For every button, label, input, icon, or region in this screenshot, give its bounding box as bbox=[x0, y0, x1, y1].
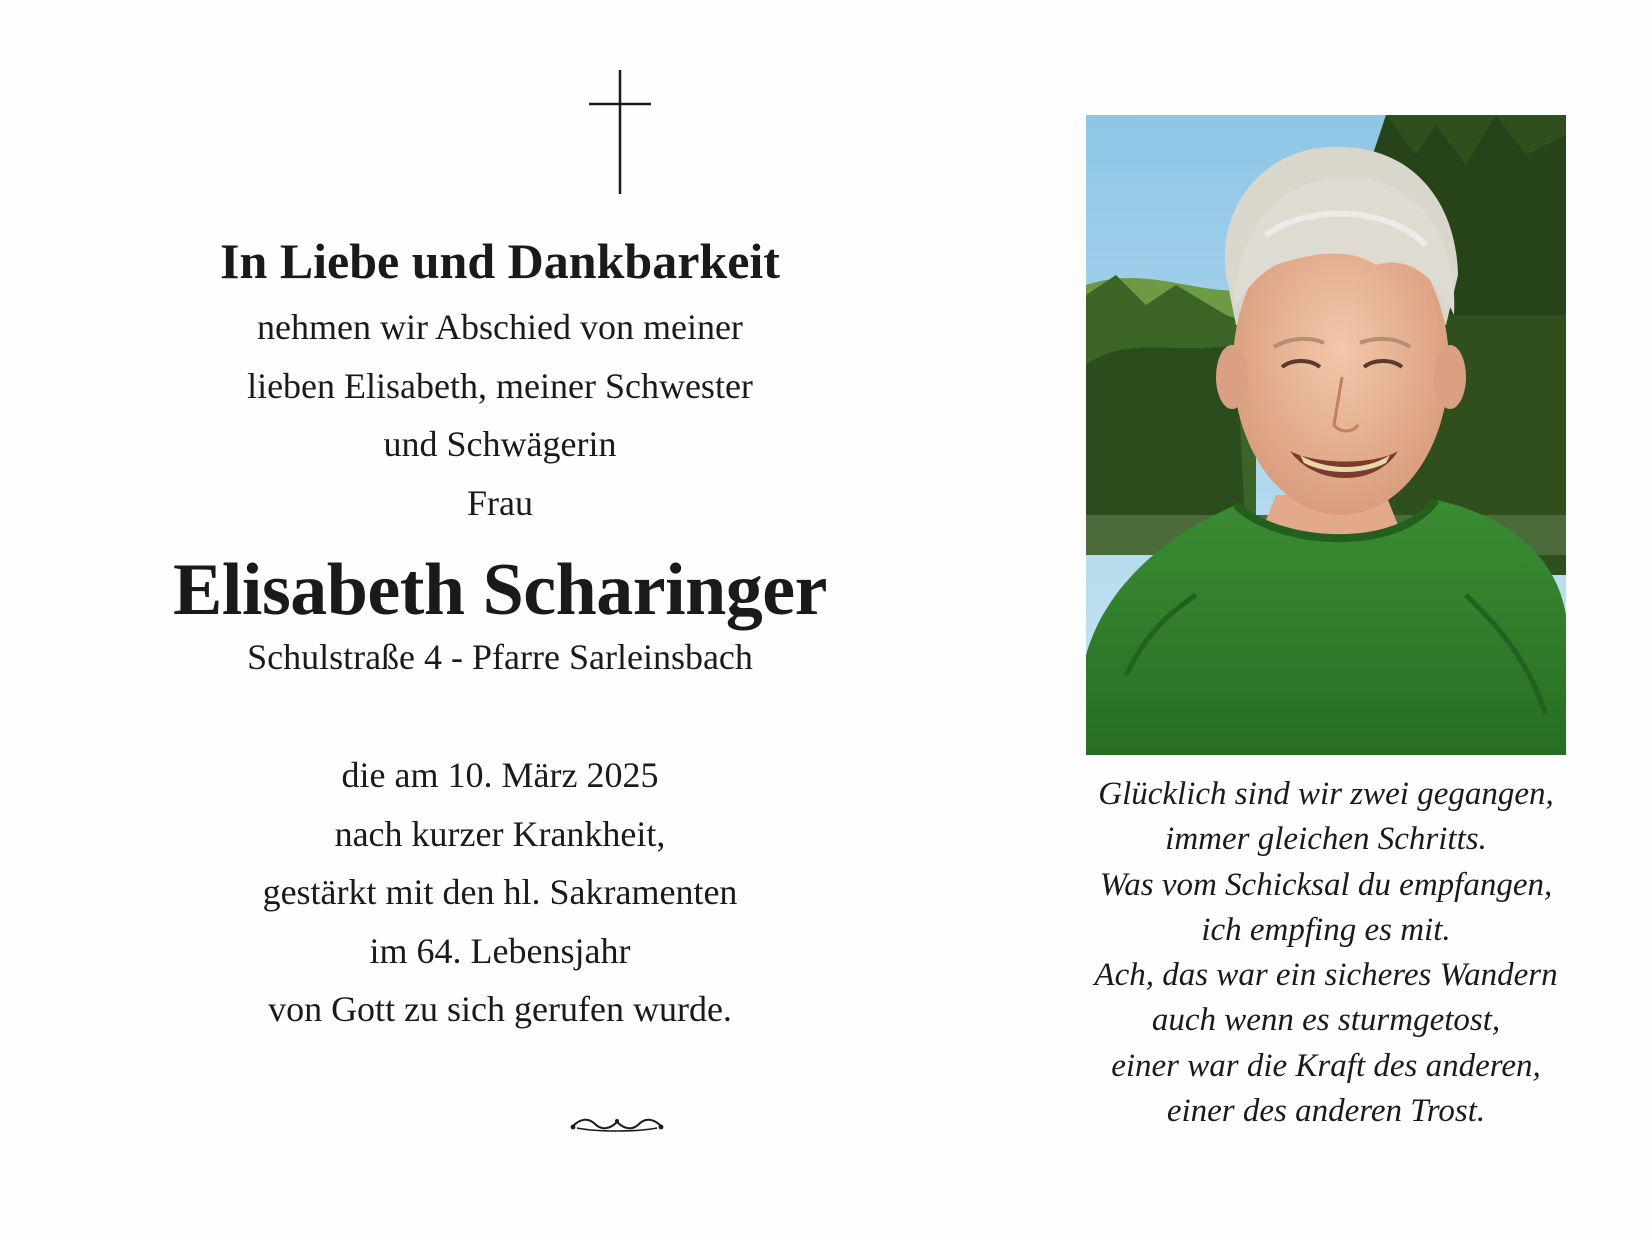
intro-line: Frau bbox=[467, 482, 533, 523]
intro-line: lieben Elisabeth, meiner Schwester bbox=[247, 365, 753, 406]
detail-line: im 64. Lebensjahr bbox=[369, 930, 631, 971]
detail-line: die am 10. März 2025 bbox=[341, 755, 659, 795]
intro-line: nehmen wir Abschied von meiner bbox=[257, 307, 743, 347]
detail-line: gestärkt mit den hl. Sakramenten bbox=[262, 872, 738, 912]
portrait-photo bbox=[1086, 115, 1566, 755]
poem-line: Glücklich sind wir zwei gegangen, bbox=[1098, 776, 1554, 812]
poem-line: ich empfing es mit. bbox=[1201, 911, 1451, 948]
details-text bbox=[120, 746, 880, 1039]
ornament-divider-icon bbox=[567, 1110, 667, 1138]
cross-icon bbox=[589, 70, 651, 194]
poem-line: Ach, das war ein sicheres Wandern bbox=[1094, 957, 1558, 994]
intro-line: und Schwägerin bbox=[383, 424, 617, 464]
poem-line: einer des anderen Trost. bbox=[1166, 1093, 1486, 1130]
intro-text bbox=[120, 298, 880, 532]
poem bbox=[1046, 772, 1606, 1134]
heading: In Liebe und Dankbarkeit bbox=[220, 233, 780, 289]
poem-line: auch wenn es sturmgetost, bbox=[1151, 1002, 1501, 1039]
deceased-name: Elisabeth Scharinger bbox=[173, 549, 827, 631]
address: Schulstraße 4 - Pfarre Sarleinsbach bbox=[247, 637, 753, 677]
detail-line: nach kurzer Krankheit, bbox=[334, 813, 666, 854]
left-panel bbox=[120, 0, 880, 1234]
detail-line: von Gott zu sich gerufen wurde. bbox=[268, 989, 732, 1029]
poem-line: immer gleichen Schritts. bbox=[1165, 821, 1487, 858]
poem-line: Was vom Schicksal du empfangen, bbox=[1099, 866, 1553, 903]
poem-line: einer war die Kraft des anderen, bbox=[1111, 1047, 1541, 1084]
